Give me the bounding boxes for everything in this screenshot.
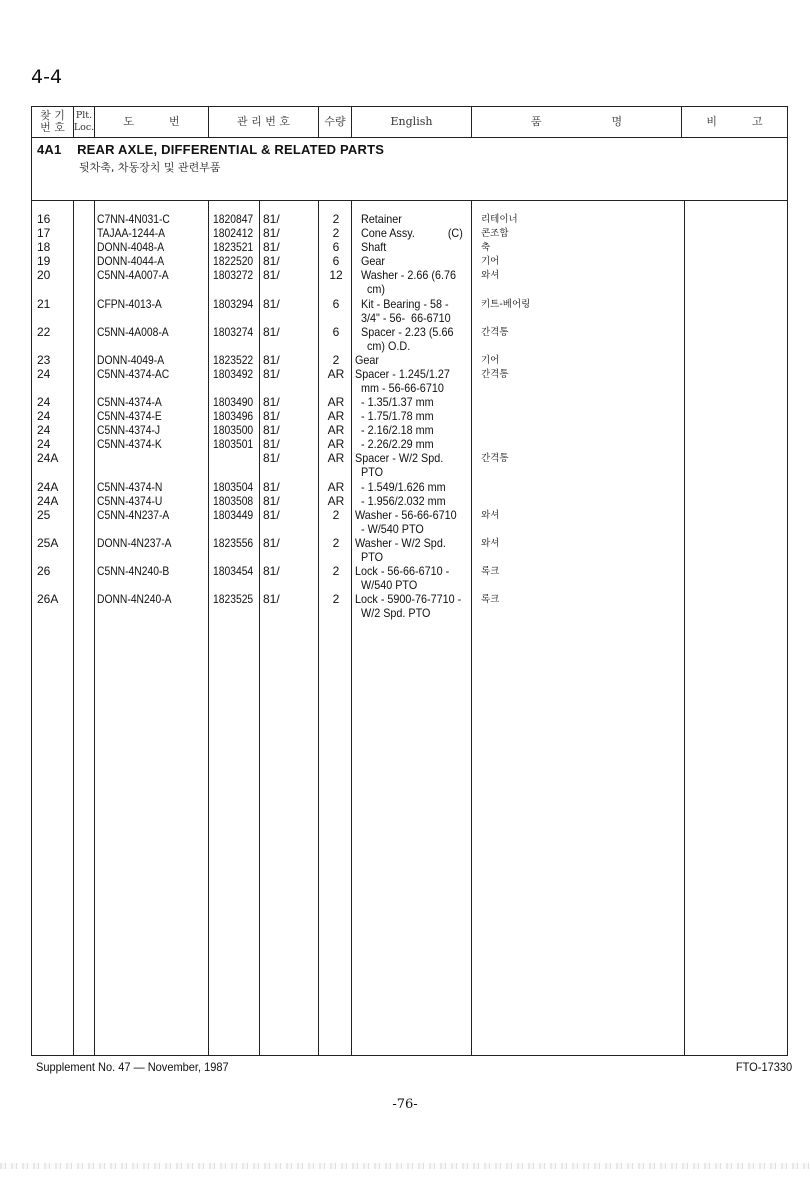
header-management-number: 관 리 번 호 [237,115,290,128]
management-number: 1803274 [213,325,254,339]
management-code: 81/ [263,367,280,381]
quantity: AR [327,494,345,508]
english-description: Washer - W/2 Spd. [355,536,446,550]
ref-number: 26A [37,592,59,606]
korean-name: 간격통 [481,327,509,338]
english-description: Lock - 5900-76-7710 - [355,592,462,606]
quantity: 6 [332,240,340,254]
management-code: 81/ [263,564,280,578]
management-number: 1803272 [213,268,254,282]
english-description: Washer - 2.66 (6.76 [355,268,457,282]
management-code: 81/ [263,494,280,508]
management-code: 81/ [263,409,280,423]
part-number: C7NN-4N031-C [97,212,170,226]
english-description: Spacer - 2.23 (5.66 [355,325,454,339]
management-number: 1803294 [213,297,254,311]
management-number: 1823521 [213,240,254,254]
management-number: 1803500 [213,423,254,437]
title-bottom-border [31,200,788,201]
management-number: 1822520 [213,254,254,268]
english-description: - W/540 PTO [355,522,424,536]
column-divider [684,200,685,1055]
management-number: 1823522 [213,353,254,367]
part-number: C5NN-4N240-B [97,564,170,578]
management-number: 1803501 [213,437,254,451]
header-korean-name: 품 명 [530,115,623,128]
part-number: DONN-4N240-A [97,592,172,606]
management-code: 81/ [263,240,280,254]
management-number: 1823525 [213,592,254,606]
ref-number: 23 [37,353,51,367]
quantity: 12 [329,268,343,282]
english-description: - 1.549/1.626 mm [355,480,446,494]
quantity: AR [327,423,345,437]
english-description: Gear [355,254,386,268]
table-left-border [31,106,32,1056]
part-number: C5NN-4374-A [97,395,162,409]
header-ref-no: 찾 기 번 호 [40,109,65,134]
english-description: Lock - 56-66-6710 - [355,564,450,578]
column-divider [471,200,472,1055]
part-number: C5NN-4374-U [97,494,163,508]
ref-number: 21 [37,297,51,311]
management-number: 1803496 [213,409,254,423]
management-code: 81/ [263,226,280,240]
english-description: Washer - 56-66-6710 [355,508,457,522]
management-number: 1803449 [213,508,254,522]
quantity: 6 [332,297,340,311]
management-code: 81/ [263,480,280,494]
quantity: AR [327,437,345,451]
korean-name: 록크 [481,594,500,605]
part-number: CFPN-4013-A [97,297,162,311]
korean-name: 와셔 [481,510,500,521]
column-divider [208,200,209,1055]
ref-number: 24A [37,494,59,508]
section-title [37,142,384,157]
management-code: 81/ [263,353,280,367]
part-number: DONN-4044-A [97,254,165,268]
korean-name: 축 [481,242,491,253]
section-title-korean: 뒷차축, 차동장치 및 관련부품 [79,161,221,174]
quantity: AR [327,395,345,409]
english-description: PTO [355,550,384,564]
management-number: 1823556 [213,536,254,550]
part-number: C5NN-4N237-A [97,508,170,522]
table-bottom-border [31,1055,788,1056]
ref-number: 17 [37,226,51,240]
column-divider [318,200,319,1055]
management-code: 81/ [263,451,280,465]
english-description: - 1.35/1.37 mm [355,395,434,409]
column-divider [94,200,95,1055]
english-description: - 2.26/2.29 mm [355,437,434,451]
english-description: W/2 Spd. PTO [355,606,431,620]
english-description: Spacer - W/2 Spd. [355,451,444,465]
part-number: DONN-4049-A [97,353,165,367]
management-code: 81/ [263,297,280,311]
management-code: 81/ [263,536,280,550]
management-number: 1803492 [213,367,254,381]
ref-number: 24 [37,423,51,437]
quantity: AR [327,409,345,423]
quantity: AR [327,480,345,494]
part-number: DONN-4N237-A [97,536,172,550]
korean-name: 록크 [481,566,500,577]
document-code: FTO-17330 [735,1060,792,1074]
header-bottom-border [31,137,788,138]
section-title-text: REAR AXLE, DIFFERENTIAL & RELATED PARTS [77,142,385,157]
header-part-number: 도 번 [123,115,180,128]
header-english: English [390,115,433,128]
quantity: AR [327,451,345,465]
column-divider [259,200,260,1055]
quantity: 2 [332,212,340,226]
korean-name: 와셔 [481,538,500,549]
quantity: 2 [332,226,340,240]
quantity: AR [327,367,345,381]
part-number: C5NN-4374-K [97,437,162,451]
english-description: cm) O.D. [355,339,411,353]
english-description: 3/4" - 56- 66-6710 [355,311,451,325]
ref-number: 24 [37,367,51,381]
supplement-note: Supplement No. 47 — November, 1987 [36,1060,229,1074]
english-description: - 1.75/1.78 mm [355,409,434,423]
table-right-border [787,106,788,1056]
english-description: Kit - Bearing - 58 - [355,297,449,311]
column-divider [73,200,74,1055]
part-number: DONN-4048-A [97,240,165,254]
english-description: Retainer [355,212,402,226]
english-description: Shaft [355,240,387,254]
section-code: 4A1 [37,142,62,157]
english-description: PTO [355,465,384,479]
ref-number: 26 [37,564,51,578]
section-number: 4-4 [31,66,63,88]
ref-number: 24 [37,395,51,409]
quantity: 6 [332,325,340,339]
ref-number: 24A [37,480,59,494]
quantity: 2 [332,592,340,606]
korean-name: 간격통 [481,369,509,380]
part-number: C5NN-4374-AC [97,367,170,381]
quantity: 2 [332,353,340,367]
management-number: 1802412 [213,226,254,240]
ref-number: 25A [37,536,59,550]
english-description: mm - 56-66-6710 [355,381,444,395]
english-description: W/540 PTO [355,578,418,592]
english-description: - 1.956/2.032 mm [355,494,446,508]
quantity: 2 [332,536,340,550]
management-number: 1803504 [213,480,254,494]
ref-number: 20 [37,268,51,282]
management-number: 1803490 [213,395,254,409]
management-number: 1803454 [213,564,254,578]
ref-number: 16 [37,212,51,226]
ref-number: 24 [37,437,51,451]
management-code: 81/ [263,268,280,282]
column-divider [351,200,352,1055]
korean-name: 리테이너 [481,214,518,225]
ref-number: 22 [37,325,51,339]
management-code: 81/ [263,437,280,451]
english-description: cm) [355,282,385,296]
management-code: 81/ [263,254,280,268]
management-code: 81/ [263,423,280,437]
management-code: 81/ [263,212,280,226]
ref-number: 25 [37,508,51,522]
part-number: C5NN-4374-E [97,409,162,423]
english-description: - 2.16/2.18 mm [355,423,434,437]
part-number: C5NN-4A007-A [97,268,169,282]
ref-number: 19 [37,254,51,268]
korean-name: 기어 [481,256,500,267]
korean-name: 키트-베어링 [481,299,531,310]
header-plt-loc: Plt. Loc. [73,110,95,133]
korean-name: 와셔 [481,270,500,281]
korean-name: 콘조합 [481,228,509,239]
page-number: -76- [392,1097,418,1112]
english-description: Cone Assy. (C) [355,226,463,240]
part-number: C5NN-4374-N [97,480,163,494]
english-description: Gear [355,353,380,367]
ref-number: 24A [37,451,59,465]
ref-number: 18 [37,240,51,254]
part-number: C5NN-4374-J [97,423,161,437]
quantity: 2 [332,508,340,522]
english-description: Spacer - 1.245/1.27 [355,367,450,381]
scan-artifact [0,1163,810,1169]
korean-name: 간격통 [481,453,509,464]
header-remarks: 비 고 [706,115,763,128]
management-number: 1820847 [213,212,254,226]
quantity: 6 [332,254,340,268]
ref-number: 24 [37,409,51,423]
management-code: 81/ [263,395,280,409]
management-code: 81/ [263,592,280,606]
quantity: 2 [332,564,340,578]
header-quantity: 수량 [324,115,346,128]
part-number: TAJAA-1244-A [97,226,166,240]
management-code: 81/ [263,325,280,339]
management-number: 1803508 [213,494,254,508]
korean-name: 기어 [481,355,500,366]
management-code: 81/ [263,508,280,522]
part-number: C5NN-4A008-A [97,325,169,339]
